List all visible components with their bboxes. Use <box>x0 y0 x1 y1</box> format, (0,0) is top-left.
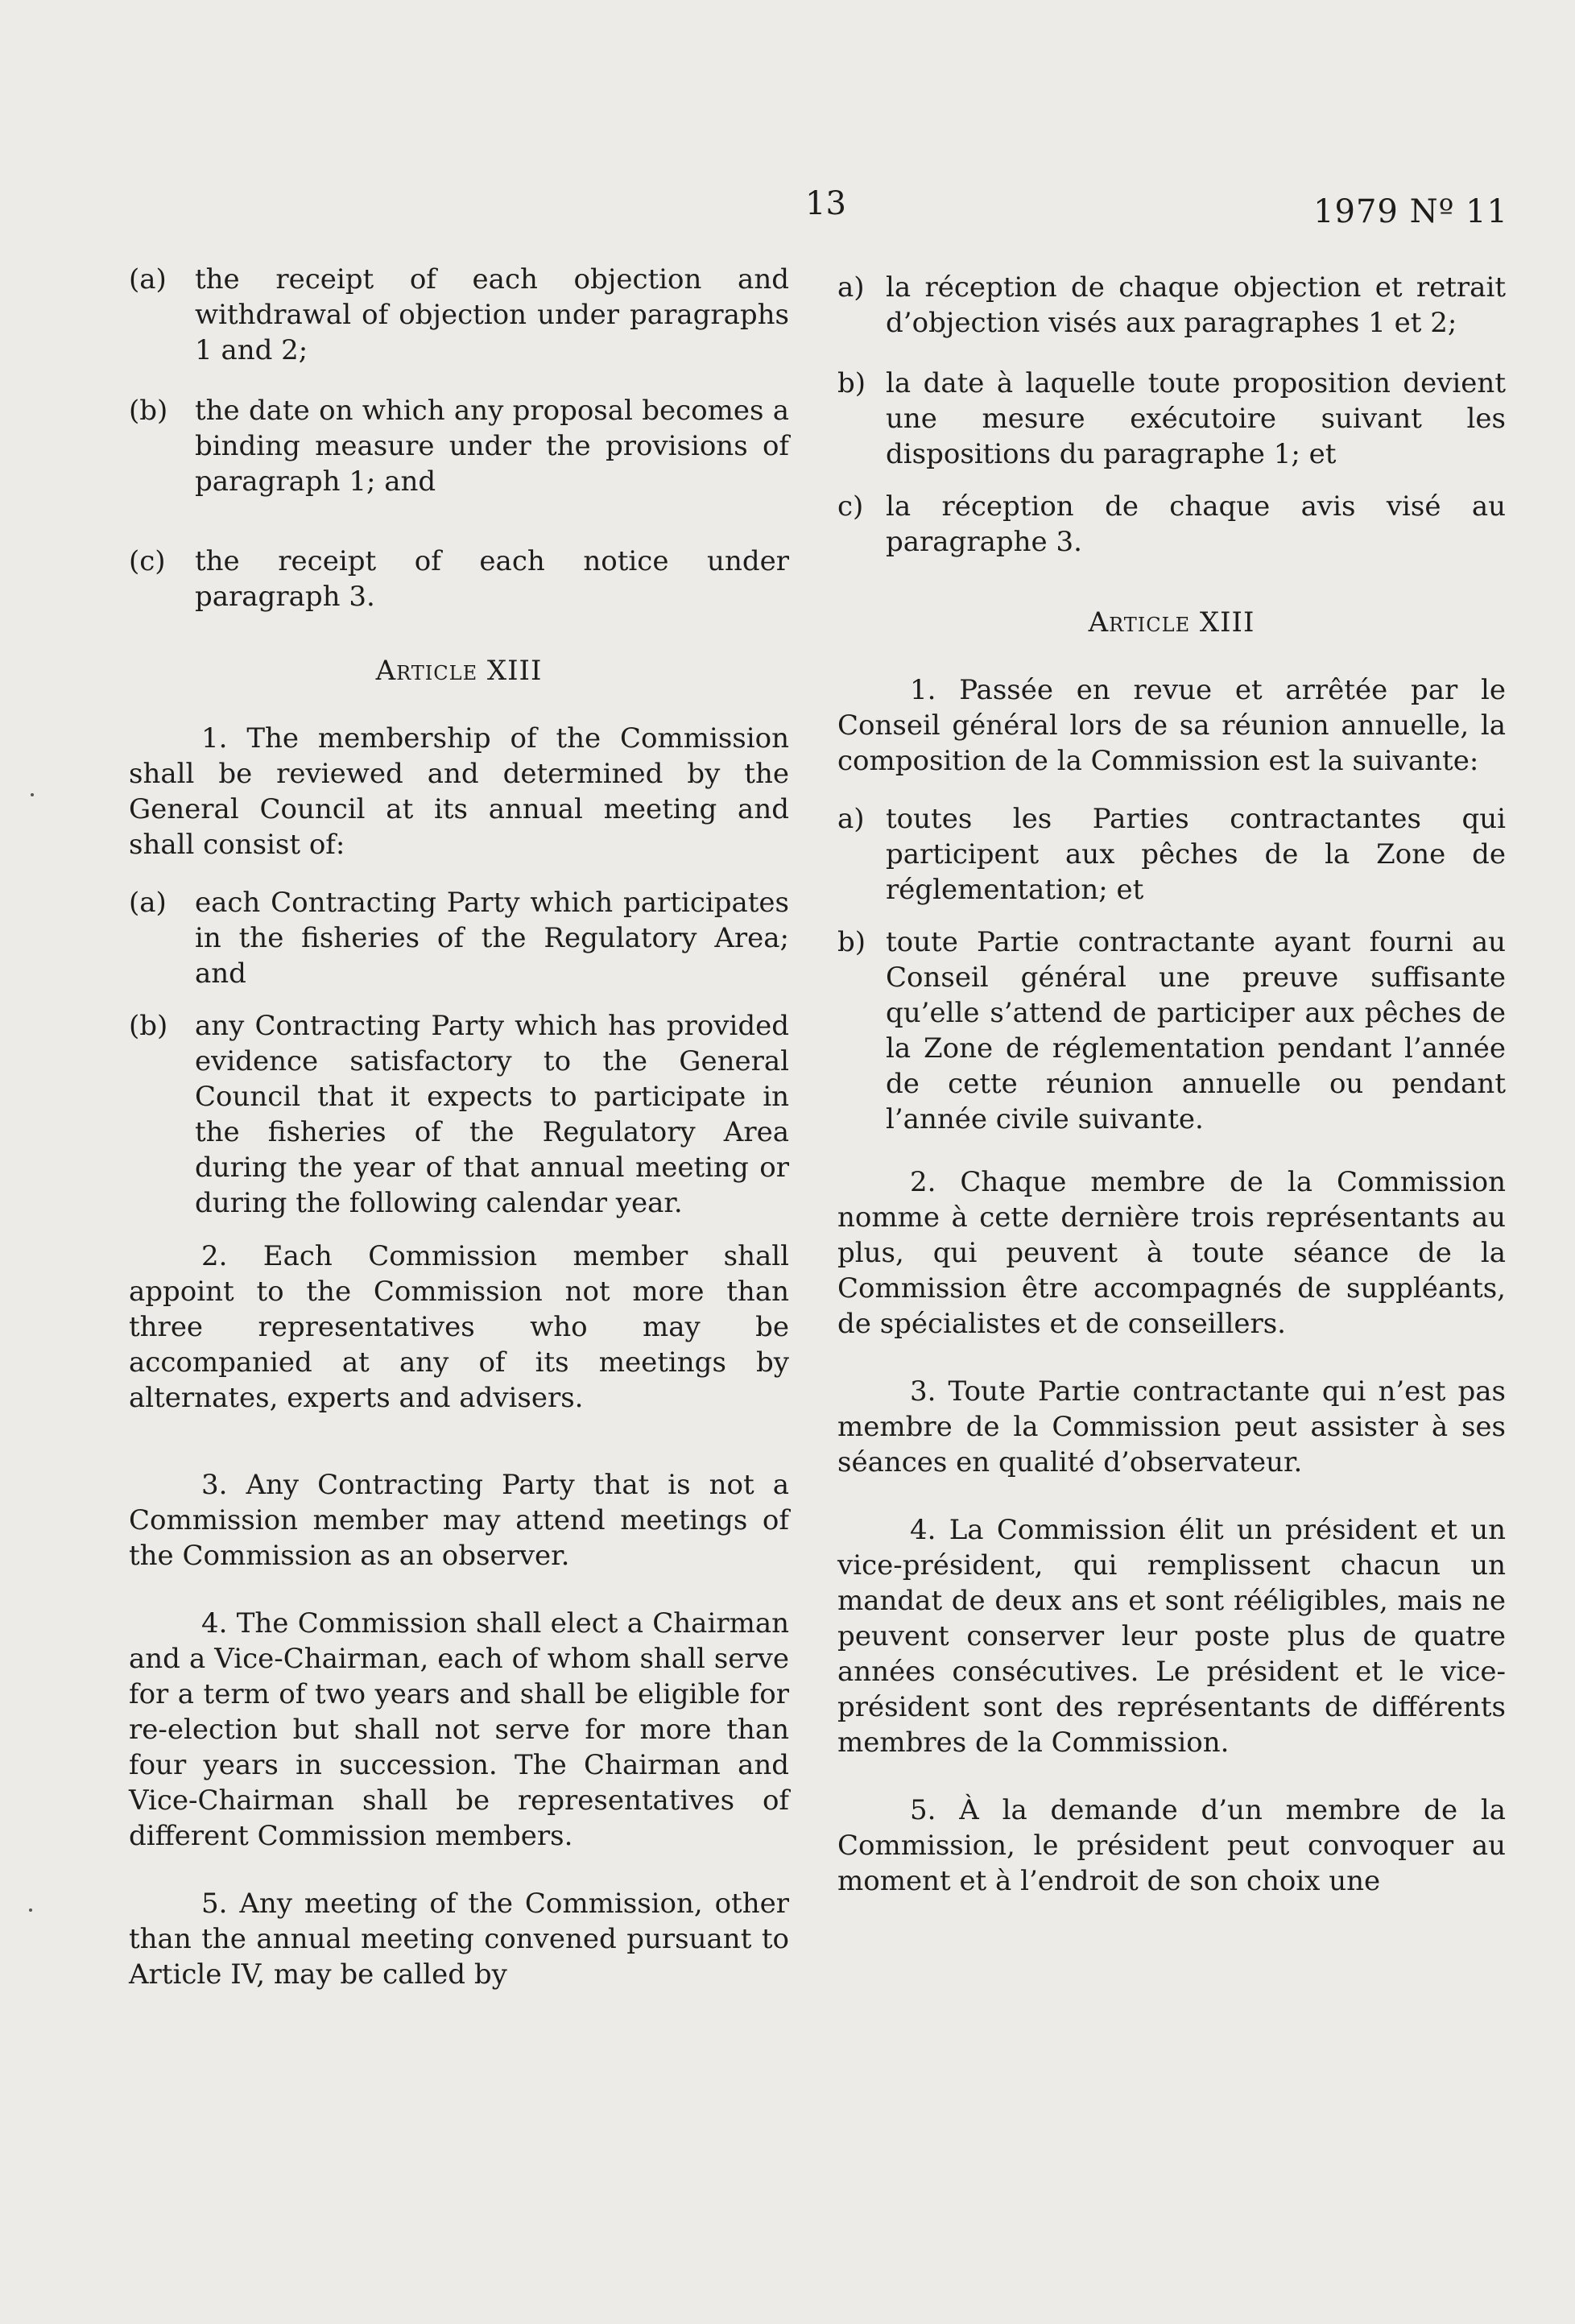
item-text: la réception de chaque objection et retrait d’objection visés aux paragraphes 1 et 2; <box>886 271 1506 339</box>
item-letter: a) <box>837 271 865 304</box>
list-item <box>837 489 1506 560</box>
paragraph: 2. Chaque membre de la Commission nomme à cette dernière trois représentants au plus, qui peuvent à toute séance de la Commission être accompagnés de suppléants, de spécialistes et de conseillers. <box>837 1166 1506 1340</box>
list-item <box>129 393 789 499</box>
paragraph: 5. À la demande d’un membre de la Commission, le président peut convoquer au moment et à l’endroit de son choix une <box>837 1794 1506 1897</box>
paragraph: 3. Toute Partie contractante qui n’est pas membre de la Commission peut assister à ses séances en qualité d’observateur. <box>837 1375 1506 1478</box>
paragraph: 3. Any Contracting Party that is not a Commission member may attend meetings of the Commission as an observer. <box>129 1469 789 1572</box>
article-heading: Article XIII <box>1088 606 1255 639</box>
list-item <box>837 924 1506 1137</box>
list-item <box>837 366 1506 472</box>
paragraph: 1. Passée en revue et arrêtée par le Conseil général lors de sa réunion annuelle, la composition de la Commission est la suivante: <box>837 674 1506 777</box>
margin-mark <box>29 1908 32 1912</box>
item-letter: (c) <box>129 545 166 577</box>
item-letter: (a) <box>129 263 167 296</box>
item-text: any Contracting Party which has provided evidence satisfactory to the General Council that it expects to participate in the fisheries of the Regulatory Area during the year of that annual meeting or during the following calendar year. <box>195 1010 789 1219</box>
item-letter: b) <box>837 367 866 399</box>
item-letter: (a) <box>129 887 167 919</box>
french-column <box>837 270 1506 1921</box>
article-heading: Article XIII <box>375 655 543 687</box>
item-text: the receipt of each notice under paragraph 3. <box>195 545 789 613</box>
list-item <box>837 801 1506 908</box>
item-text: toute Partie contractante ayant fourni au Conseil général une preuve suffisante qu’elle s’attend de participer aux pêches de la Zone de réglementation pendant l’année de cette réunion annuelle ou pendant l’année civile suivante. <box>886 926 1506 1135</box>
paragraph: 4. The Commission shall elect a Chairman and a Vice-Chairman, each of whom shall serve for a term of two years and shall be eligible for re-election but shall not serve for more than four years in succession. The Chairman and Vice-Chairman shall be representatives of different Commission members. <box>129 1607 789 1852</box>
paragraph: 4. La Commission élit un président et un vice-président, qui remplissent chacun un mandat de deux ans et sont rééligibles, mais ne peuvent conserver leur poste plus de quatre années consécutives. Le président et le vice-président sont des représentants de différents membres de la Commission. <box>837 1514 1506 1759</box>
english-column <box>129 262 789 2015</box>
paragraph: 5. Any meeting of the Commission, other than the annual meeting convened pursuant to Article IV, may be called by <box>129 1888 789 1991</box>
item-text: la réception de chaque avis visé au paragraphe 3. <box>886 490 1506 558</box>
page-number: 13 <box>805 185 846 222</box>
item-letter: b) <box>837 926 866 958</box>
item-text: the receipt of each objection and withdrawal of objection under paragraphs 1 and 2; <box>195 263 789 366</box>
list-item <box>129 262 789 368</box>
item-text: la date à laquelle toute proposition devient une mesure exécutoire suivant les dispositions du paragraphe 1; et <box>886 367 1506 470</box>
item-letter: (b) <box>129 1010 168 1042</box>
list-item <box>129 544 789 614</box>
running-head: 1979 Nº 11 <box>1313 193 1508 230</box>
item-letter: (b) <box>129 395 168 427</box>
paragraph: 1. The membership of the Commission shall be reviewed and determined by the General Council at its annual meeting and shall consist of: <box>129 722 789 861</box>
list-item <box>837 270 1506 341</box>
item-letter: c) <box>837 490 864 523</box>
item-text: the date on which any proposal becomes a binding measure under the provisions of paragraph 1; and <box>195 395 789 498</box>
margin-mark <box>31 793 34 796</box>
list-item <box>129 1008 789 1221</box>
item-letter: a) <box>837 803 865 835</box>
item-text: each Contracting Party which participates in the fisheries of the Regulatory Area; and <box>195 887 789 990</box>
item-text: toutes les Parties contractantes qui participent aux pêches de la Zone de réglementation; et <box>886 803 1506 906</box>
list-item <box>129 885 789 991</box>
paragraph: 2. Each Commission member shall appoint to the Commission not more than three representatives who may be accompanied at any of its meetings by alternates, experts and advisers. <box>129 1240 789 1414</box>
